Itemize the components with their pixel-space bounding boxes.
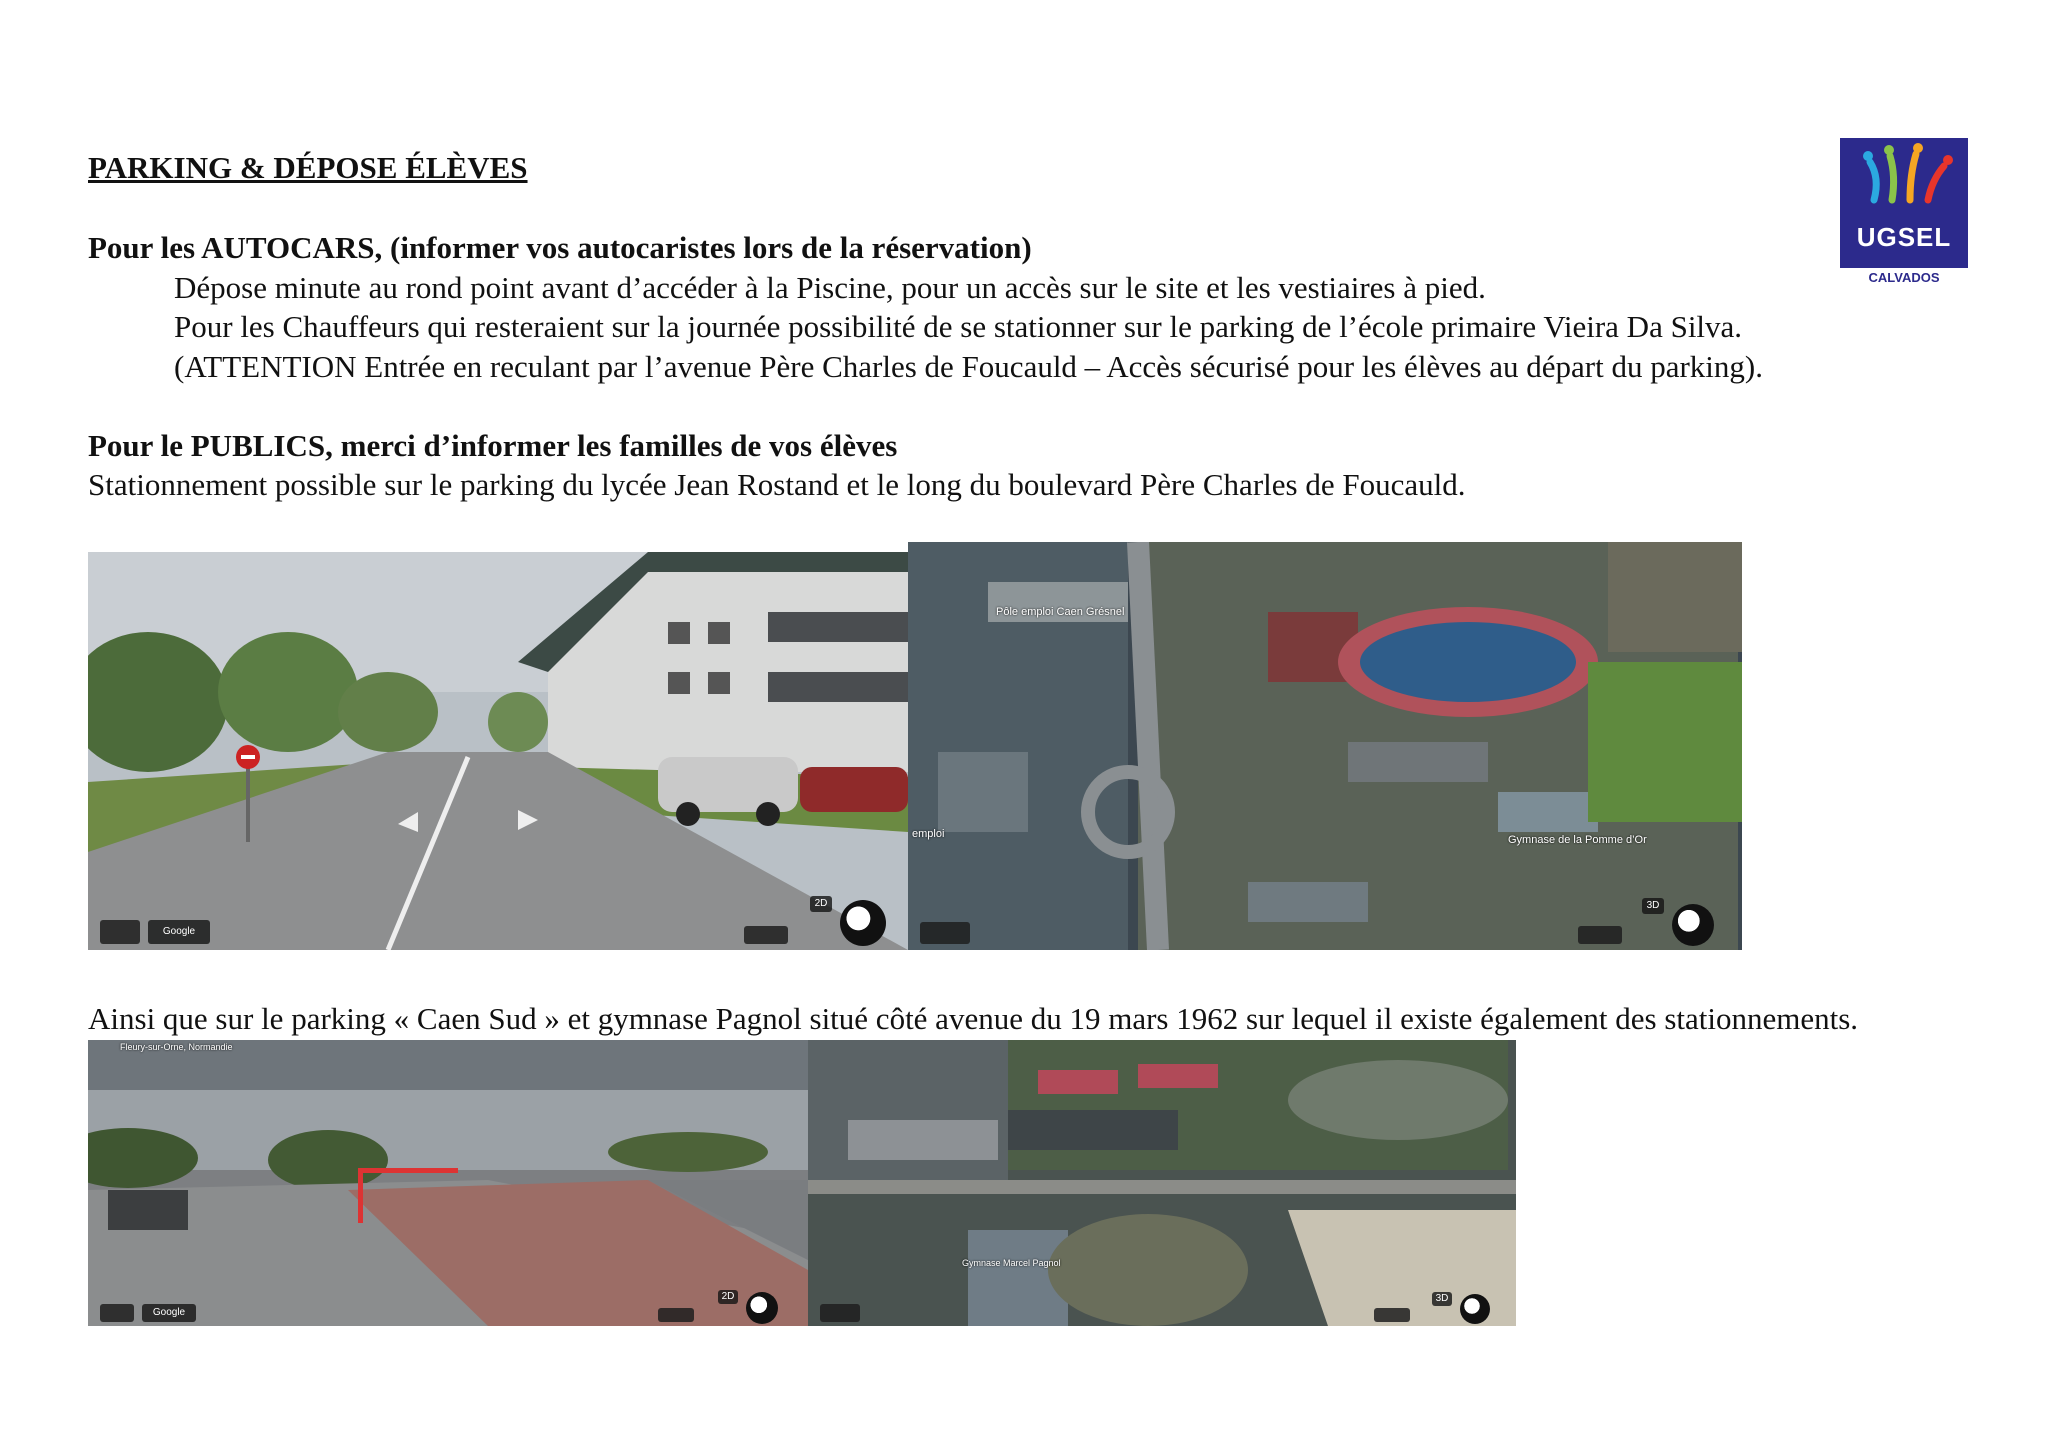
map-label-gymnase-pagnol: Gymnase Marcel Pagnol: [962, 1258, 1061, 1268]
globe-icon[interactable]: [746, 1292, 778, 1324]
satellite-scene-2: [808, 1040, 1516, 1326]
view-mode-toggle[interactable]: 2D: [718, 1290, 738, 1304]
street-scene-2: [88, 1040, 808, 1326]
map-label-gymnase-pomme-dor: Gymnase de la Pomme d’Or: [1508, 834, 1647, 846]
zoom-control[interactable]: [744, 926, 788, 944]
logo-background: [1840, 138, 1968, 268]
globe-icon[interactable]: [1460, 1294, 1490, 1324]
screenshot-button[interactable]: [100, 920, 140, 944]
globe-icon[interactable]: [1672, 904, 1714, 946]
view-mode-toggle[interactable]: 2D: [810, 896, 832, 912]
map-label-emploi: emploi: [912, 828, 945, 840]
layers-button[interactable]: [920, 922, 970, 944]
google-attribution: Google: [142, 1304, 196, 1322]
ugsel-logo: [1840, 138, 1968, 288]
globe-icon[interactable]: [840, 900, 886, 946]
autocars-line-3: (ATTENTION Entrée en reculant par l’avenue Père Charles de Foucauld – Accès sécurisé pour les élèves au départ du parking).: [174, 349, 1763, 384]
logo-subtitle: CALVADOS: [1868, 270, 1940, 285]
view-mode-toggle[interactable]: 3D: [1432, 1292, 1452, 1306]
location-label: Fleury-sur-Orne, Normandie: [120, 1042, 233, 1052]
satellite-scene-1: [908, 542, 1742, 950]
satellite-map-2: [808, 1040, 1516, 1326]
map-label-pole-emploi: Pôle emploi Caen Grésnel: [996, 606, 1125, 618]
logo-word: UGSEL: [1856, 222, 1952, 252]
autocars-heading: Pour les AUTOCARS, (informer vos autocaristes lors de la réservation): [88, 230, 1032, 265]
zoom-control[interactable]: [658, 1308, 694, 1322]
zoom-control[interactable]: [1578, 926, 1622, 944]
street-scene-1: [88, 552, 908, 950]
satellite-map-1: [908, 542, 1742, 950]
screenshot-button[interactable]: [100, 1304, 134, 1322]
view-mode-toggle[interactable]: 3D: [1642, 898, 1664, 914]
page-title: PARKING & DÉPOSE ÉLÈVES: [88, 150, 528, 185]
autocars-line-2: Pour les Chauffeurs qui resteraient sur la journée possibilité de se stationner sur le parking de l’école primaire Vieira Da Silva.: [174, 309, 1743, 344]
autocars-line-1: Dépose minute au rond point avant d’accéder à la Piscine, pour un accès sur le site et les vestiaires à pied.: [174, 270, 1486, 305]
publics-line: Stationnement possible sur le parking du lycée Jean Rostand et le long du boulevard Père Charles de Foucauld.: [88, 467, 1466, 502]
street-view-photo-2: [88, 1040, 808, 1326]
caen-sud-line: Ainsi que sur le parking « Caen Sud » et gymnase Pagnol situé côté avenue du 19 mars 1962 sur lequel il existe également des stationnements.: [88, 1001, 1859, 1036]
logo-figures-icon: [1840, 138, 1968, 222]
zoom-control[interactable]: [1374, 1308, 1410, 1322]
google-attribution: Google: [148, 920, 210, 944]
street-view-photo-1: [88, 552, 908, 950]
publics-heading: Pour le PUBLICS, merci d’informer les familles de vos élèves: [88, 428, 898, 463]
layers-button[interactable]: [820, 1304, 860, 1322]
